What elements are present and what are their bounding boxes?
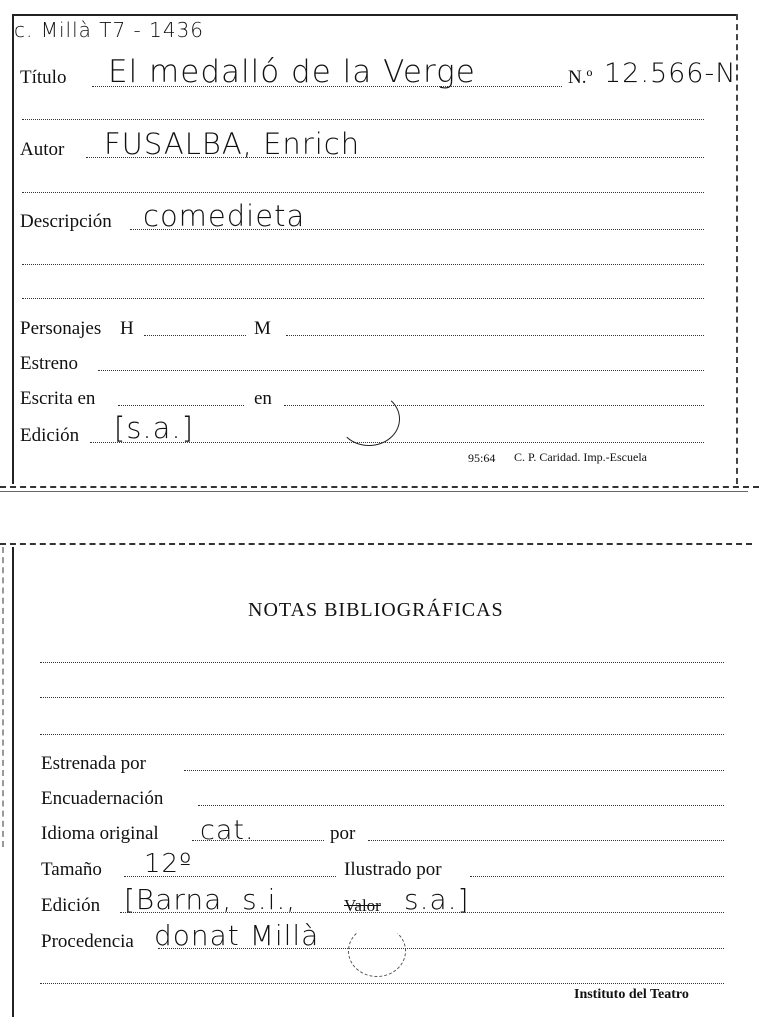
card-cut-line [0,491,748,492]
corner-note: c. Millà T7 - 1436 [14,18,205,42]
escrita-line [118,405,244,406]
descripcion-extra-line-2 [22,298,704,299]
descripcion-label: Descripción [20,211,112,232]
ilustrado-line [470,876,724,877]
encuadernacion-label: Encuadernación [41,788,164,809]
numero-label: N.º [568,67,593,88]
printer-name: C. P. Caridad. Imp.-Escuela [514,450,647,464]
card-left-border [12,14,14,484]
card-bottom-border [0,486,759,488]
printer-code: 95:64 [468,451,496,465]
personajes-label: Personajes [20,318,102,339]
notas-line-3 [40,734,724,735]
estreno-line [98,370,704,371]
card-left-border [12,547,14,1017]
numero-value: 12.566-N [604,58,737,89]
estrenada-label: Estrenada por [41,753,146,774]
por-line [368,840,724,841]
card-scan-edge [2,547,4,847]
edicion-label: Edición [20,425,80,446]
punch-hole-mark [348,925,406,977]
procedencia-label: Procedencia [41,931,134,952]
idioma-value: cat. [200,815,255,846]
footer-institution: Instituto del Teatro [574,987,689,1002]
edicion-value: [s.a.] [114,411,194,445]
catalog-card-back [0,535,759,1028]
en-label: en [254,388,272,409]
h-line [144,335,246,336]
valor-struck: Valor [344,896,381,915]
encuadernacion-line [198,805,724,806]
edicion-label: Edición [41,895,101,916]
estrenada-line [184,770,724,771]
m-label: M [254,318,271,339]
notas-line-1 [40,662,724,663]
titulo-extra-line [22,119,704,120]
punch-hole-mark [338,392,400,446]
m-line [286,335,704,336]
edicion-value-2: s.a.] [404,883,470,916]
titulo-label: Título [20,67,67,88]
procedencia-extra-line [40,983,724,984]
ilustrado-label: Ilustrado por [344,859,442,880]
descripcion-value: comedieta [143,199,306,233]
notas-heading: NOTAS BIBLIOGRÁFICAS [248,599,504,621]
tamano-value: 12º [144,849,193,879]
por-label: por [330,823,356,844]
autor-label: Autor [20,139,65,160]
catalog-card-front [0,0,759,495]
escrita-label: Escrita en [20,388,96,409]
estreno-label: Estreno [20,353,79,374]
h-label: H [120,318,134,339]
idioma-label: Idioma original [41,823,159,844]
procedencia-value: donat Millà [154,919,320,952]
card-top-border [12,14,738,16]
notas-line-2 [40,697,724,698]
titulo-value: El medalló de la Verge [108,54,476,90]
card-top-border [0,543,752,545]
autor-extra-line [22,192,704,193]
tamano-label: Tamaño [41,859,102,880]
descripcion-extra-line-1 [22,264,704,265]
edicion-value: [Barna, s.i., [124,883,297,916]
autor-value: FUSALBA, Enrich [104,127,361,161]
